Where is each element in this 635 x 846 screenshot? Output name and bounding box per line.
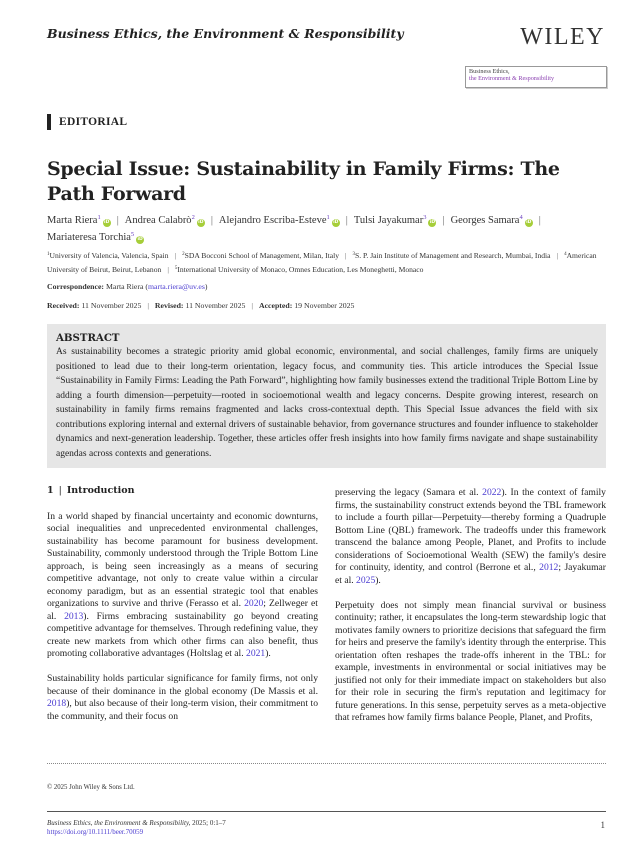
affiliation-text: International University of Monaco, Omnes Education, Les Moneghetti, Monaco <box>177 264 424 274</box>
author-name[interactable]: Alejandro Escriba-Esteve <box>218 215 327 226</box>
affiliation-text: S. P. Jain Institute of Management and Research, Mumbai, India <box>355 251 551 260</box>
article-type-bar <box>47 114 51 130</box>
separator: | <box>116 215 119 226</box>
text: ), but also because of their long-term vision, their commitment to the community, and their focus on <box>47 698 318 722</box>
section-number: 1 <box>47 485 54 496</box>
accepted-date: 19 November 2025 <box>294 301 355 310</box>
text: ). <box>265 648 271 659</box>
revised-date: 11 November 2025 <box>185 301 246 310</box>
author-name[interactable]: Andrea Calabrò <box>124 215 192 226</box>
citation-link[interactable]: 2025 <box>356 574 376 586</box>
author[interactable] <box>451 215 533 226</box>
affiliation-text: American University of Beirut, Beirut, Lebanon <box>47 251 597 274</box>
orcid-icon[interactable]: iD <box>333 220 339 225</box>
received-date: 11 November 2025 <box>81 301 142 310</box>
separator: | <box>167 264 169 274</box>
author-name[interactable]: Tulsi Jayakumar <box>353 215 424 226</box>
citation-text: ; Zellweger et al. <box>47 598 318 622</box>
article-title: Special Issue: Sustainability in Family Firms: The Path Forward <box>47 158 560 205</box>
affiliation-ref[interactable]: 1 <box>326 214 330 221</box>
journal-logo-line2: the Environment & Responsibility <box>469 75 555 82</box>
orcid-icon[interactable]: iD <box>429 220 436 225</box>
author[interactable] <box>47 232 144 243</box>
citation-link[interactable]: 2018 <box>47 698 67 709</box>
separator: | <box>251 301 253 310</box>
page-number: 1 <box>600 820 605 830</box>
section-heading <box>47 485 318 498</box>
publisher-logo: WILEY <box>520 24 605 50</box>
author[interactable] <box>354 215 437 226</box>
abstract-text: As sustainability becomes a strategic priority amid global economic, environmental, and social challenges, family firms are uniquely positioned to lead due to their long-term orientation, legacy focus, and community ties. This article introduces the Special Issue “Sustainability in Family Firms: Leading the Path Forward”, highlighting how family businesses extend the traditional Triple Bottom Line by adding a fourth dimension—perpetuity—rooted in socioemotional wealth and legacy concerns. Despite growing interest, research on sustainability in family firms remains fragmented and lacks cross-contextual depth. This Special Issue advances the field with six contributions exploring internal and external drivers of sustainable behavior, from governance structures and founder influence to stakeholder dynamics and next-generation leadership. Together, these articles offer fresh insights into how family firms navigate and shape sustainability agendas across contexts and generations. <box>56 347 598 459</box>
paragraph <box>47 511 318 661</box>
abstract-heading: ABSTRACT <box>56 332 120 344</box>
correspondence-email-link[interactable]: marta.riera@uv.es <box>147 282 205 291</box>
separator: | <box>147 301 149 310</box>
orcid-icon[interactable]: iD <box>137 236 143 242</box>
affiliation-ref[interactable]: 5 <box>130 230 135 238</box>
text: preserving the legacy (Samara et al. <box>335 487 483 498</box>
text: ). In the context of family firms, the sustainability construct extends beyond the TBL framework to include a fourth pillar—Perpetuity—thereby forming a Quadruple Bottom Line (QBL) framework. The tradeoffs under this framework transcend the balance among People, Planet, and Profits to include considerations of Socioemotional Wealth (SEW) the family's desire for continuity, identity, and control (Berrone et al., <box>335 487 606 573</box>
citation-text: ; Jayakumar et al. <box>335 562 606 586</box>
footer-journal-name: Business Ethics, the Environment & Responsibility, <box>47 819 191 827</box>
abstract-box <box>47 324 606 468</box>
accepted-label: Accepted: <box>258 301 293 310</box>
text: Sustainability holds particular significance for family firms, not only because of their dominance in the global economy (De Massis et al. <box>47 673 318 697</box>
footer-divider <box>47 811 606 812</box>
doi-link[interactable]: https://doi.org/10.1111/beer.70059 <box>47 828 144 836</box>
correspondence-name: Marta Riera <box>105 282 144 291</box>
separator: | <box>58 485 62 496</box>
citation-link[interactable]: 2012 <box>539 562 559 573</box>
text: ). Firms embracing sustainability go beyond creating competitive advantage for themselves. Through redefining value, they create new markets from which other firms can also benefit, thus promoting collaborative advantages (Holtslag et al. <box>47 610 318 659</box>
article-dates <box>47 301 354 310</box>
orcid-icon[interactable]: iD <box>526 220 532 225</box>
affiliation-ref[interactable]: 2 <box>191 214 195 221</box>
affiliation-num: 4 <box>564 252 567 257</box>
separator: | <box>345 215 348 226</box>
text: ). <box>375 574 381 586</box>
paragraph <box>335 487 606 587</box>
received-label: Received: <box>47 301 80 310</box>
citation-link[interactable]: 2020 <box>244 598 264 609</box>
paragraph: Perpetuity does not simply mean financial survival or business continuity; rather, it encapsulates the long-term stewardship logic that motivates family owners to prioritize decisions that safeguard the firm for heirs and preserve the family's identity through the enterprise. This orientation often reshapes the trade-offs inherent in the TBL: for example, investments in environmental or social initiatives may be justified not only for their immediate impact on stakeholders but also for their role in securing the firm's reputation and legitimacy for future generations. In this sense, perpetuity serves as a meta-objective that reframes how family firms balance People, Planet, and Profits, <box>335 599 606 723</box>
author-name[interactable]: Marta Riera <box>47 215 98 226</box>
body-column-right <box>335 487 606 737</box>
citation-text: Ferasso et al. <box>189 598 245 609</box>
affiliation-ref[interactable]: 3 <box>423 214 427 221</box>
footer-volume: 2025; 0:1–7 <box>190 819 226 827</box>
affiliation-num: 3 <box>352 252 356 257</box>
affiliation-ref[interactable]: 1 <box>97 214 101 221</box>
author[interactable] <box>47 215 111 226</box>
affiliation-ref[interactable]: 4 <box>519 214 523 221</box>
author-name[interactable]: Mariateresa Torchia <box>47 231 131 243</box>
separator: | <box>442 215 445 226</box>
affiliation-num: 5 <box>174 265 178 271</box>
separator: | <box>345 251 347 260</box>
affiliation-text: University of Valencia, Valencia, Spain <box>49 251 169 260</box>
paragraph <box>47 673 318 723</box>
citation-link[interactable]: 2013 <box>64 610 84 622</box>
article-type-label: EDITORIAL <box>59 116 128 128</box>
orcid-icon[interactable]: iD <box>198 220 204 225</box>
citation-link[interactable]: 2021 <box>246 648 266 659</box>
separator: | <box>210 215 213 226</box>
footnote-divider <box>47 763 606 764</box>
journal-logo-line1: Business Ethics, <box>469 68 510 75</box>
copyright: © 2025 John Wiley & Sons Ltd. <box>47 784 135 791</box>
text: In a world shaped by financial uncertainty and economic downturns, social inequalities and unprecedented environmental challenges, sustainability has become paramount for business development. Sustainability, commonly understood through the Triple Bottom Line approach, is being seen increasingly as a means of securing competitive advantage, not only to create value within a circular economy paradigm, but as an essential strategic tool that enables organizations to survive and thrive ( <box>47 510 318 609</box>
affiliation-text: SDA Bocconi School of Management, Milan, Italy <box>184 251 339 260</box>
citation-link[interactable]: 2022 <box>482 487 502 498</box>
affiliation-num: 2 <box>182 252 185 257</box>
author-list <box>47 211 607 244</box>
affiliation-num: 1 <box>47 252 50 257</box>
revised-label: Revised: <box>154 301 184 310</box>
body-column-left <box>47 485 318 736</box>
author[interactable] <box>125 215 205 226</box>
correspondence: Correspondence: Marta Riera (marta.riera@uv.es) <box>47 282 208 291</box>
article-type <box>47 114 127 130</box>
separator: | <box>556 251 559 260</box>
orcid-icon[interactable]: iD <box>104 220 110 225</box>
journal-logo <box>465 66 607 88</box>
author-name[interactable]: Georges Samara <box>450 215 520 226</box>
footer-citation <box>47 819 226 837</box>
correspondence-label: Correspondence: <box>47 282 105 291</box>
separator: | <box>174 251 177 260</box>
author[interactable] <box>219 215 340 226</box>
section-title: Introduction <box>66 485 135 496</box>
separator: | <box>538 215 541 226</box>
affiliations <box>47 249 612 276</box>
journal-name: Business Ethics, the Environment & Responsibility <box>47 26 404 41</box>
